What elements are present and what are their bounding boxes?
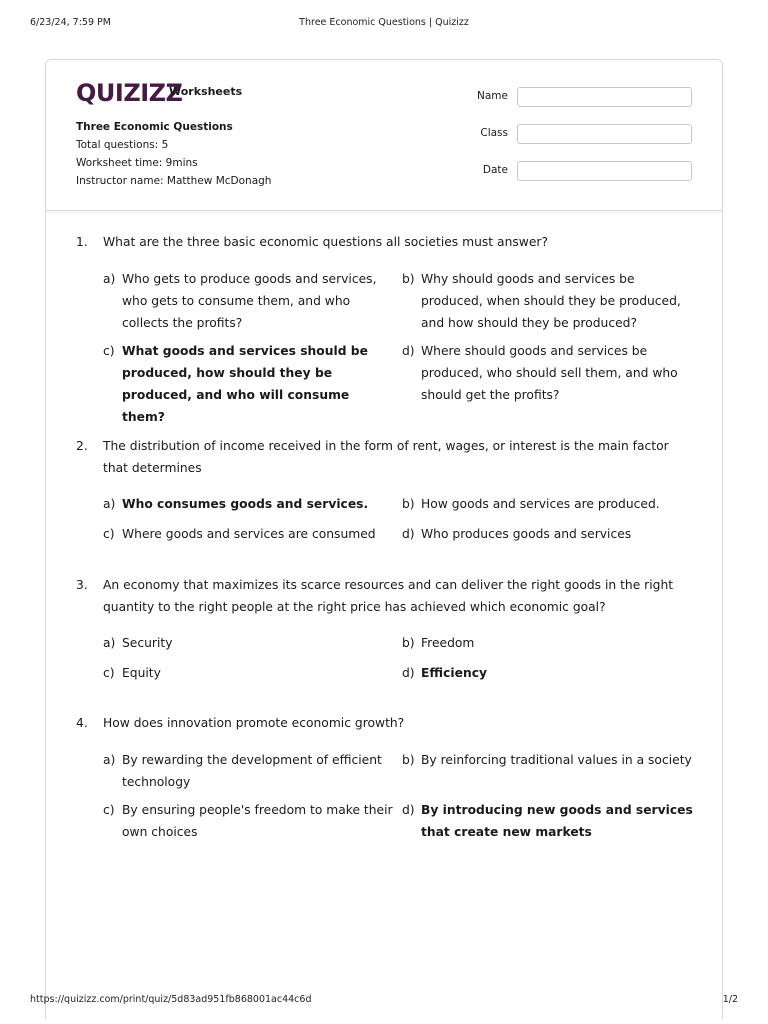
total-questions: Total questions: 5 bbox=[76, 139, 169, 151]
option-letter: a) bbox=[103, 636, 116, 650]
option-letter: c) bbox=[103, 344, 115, 358]
print-header bbox=[30, 17, 738, 31]
question-text: An economy that maximizes its scarce resources and can deliver the right goods in the right quantity to the right people at the right price has achieved which economic goal? bbox=[103, 578, 674, 614]
question-number: 1. bbox=[76, 235, 88, 249]
option-letter: b) bbox=[402, 497, 415, 511]
option-text: What goods and services should be produced, how should they be produced, and who will consume them? bbox=[122, 344, 368, 424]
date-label: Date bbox=[482, 164, 508, 176]
option-letter: d) bbox=[402, 803, 415, 817]
worksheet-info bbox=[76, 118, 271, 190]
question-number: 4. bbox=[76, 716, 88, 730]
quizizz-logo: QUIZIZZ bbox=[76, 79, 183, 107]
option-letter: b) bbox=[402, 272, 415, 286]
option-text: Efficiency bbox=[421, 666, 488, 680]
option-letter: c) bbox=[103, 803, 115, 817]
print-tab-title: Three Economic Questions | Quizizz bbox=[299, 17, 469, 28]
worksheets-label: Worksheets bbox=[169, 85, 243, 98]
print-datetime: 6/23/24, 7:59 PM bbox=[30, 17, 111, 28]
class-field[interactable] bbox=[517, 124, 692, 144]
option-letter: d) bbox=[402, 666, 415, 680]
option-letter: d) bbox=[402, 527, 415, 541]
print-page-number: 1/2 bbox=[722, 994, 738, 1005]
option-letter: b) bbox=[402, 636, 415, 650]
option-letter: c) bbox=[103, 527, 115, 541]
option-text: By rewarding the development of efficient technology bbox=[122, 753, 382, 789]
worksheet-title: Three Economic Questions bbox=[76, 121, 233, 133]
question-text: The distribution of income received in the form of rent, wages, or interest is the main factor that determines bbox=[103, 439, 669, 475]
worksheet-card bbox=[45, 59, 723, 1019]
name-field[interactable] bbox=[517, 87, 692, 107]
option-text: By introducing new goods and services that create new markets bbox=[421, 803, 693, 839]
question-number: 3. bbox=[76, 578, 88, 592]
print-url: https://quizizz.com/print/quiz/5d83ad951fb868001ac44c6d bbox=[30, 994, 312, 1005]
date-field[interactable] bbox=[517, 161, 692, 181]
option-text: Who consumes goods and services. bbox=[122, 497, 369, 511]
option-letter: b) bbox=[402, 753, 415, 767]
option-letter: d) bbox=[402, 344, 415, 358]
option-text: Who gets to produce goods and services, who gets to consume them, and who collects the profits? bbox=[122, 272, 377, 330]
option-letter: a) bbox=[103, 753, 116, 767]
option-text: Equity bbox=[122, 666, 161, 680]
worksheet-header bbox=[46, 60, 722, 211]
option-text: Who produces goods and services bbox=[421, 527, 632, 541]
option-letter: a) bbox=[103, 497, 116, 511]
print-footer bbox=[30, 994, 738, 1008]
option-text: How goods and services are produced. bbox=[421, 497, 660, 511]
option-text: Security bbox=[122, 636, 173, 650]
option-text: Where should goods and services be produced, who should sell them, and who should get the profits? bbox=[421, 344, 678, 402]
question-text: What are the three basic economic questions all societies must answer? bbox=[103, 235, 548, 249]
option-letter: c) bbox=[103, 666, 115, 680]
option-text: By reinforcing traditional values in a society bbox=[421, 753, 692, 767]
option-text: By ensuring people's freedom to make their own choices bbox=[122, 803, 393, 839]
option-text: Freedom bbox=[421, 636, 475, 650]
class-label: Class bbox=[480, 127, 508, 139]
option-text: Why should goods and services be produced, when should they be produced, and how should they be produced? bbox=[421, 272, 681, 330]
option-text: Where goods and services are consumed bbox=[122, 527, 376, 541]
worksheet-time: Worksheet time: 9mins bbox=[76, 157, 198, 169]
instructor-name: Instructor name: Matthew McDonagh bbox=[76, 175, 272, 187]
question-text: How does innovation promote economic growth? bbox=[103, 716, 405, 730]
question-number: 2. bbox=[76, 439, 88, 453]
name-label: Name bbox=[477, 90, 508, 102]
option-letter: a) bbox=[103, 272, 116, 286]
